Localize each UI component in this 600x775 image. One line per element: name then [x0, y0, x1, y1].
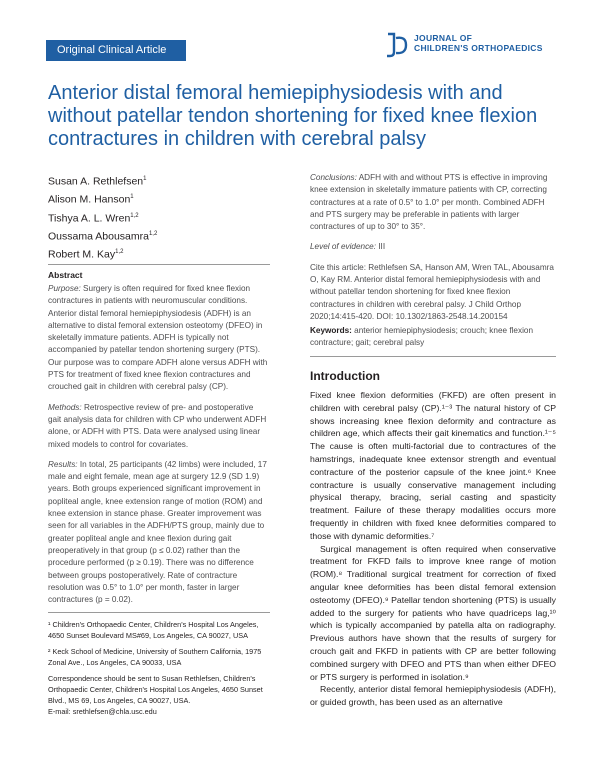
keywords-rule [310, 356, 556, 357]
abstract-conclusions: Conclusions: ADFH with and without PTS is effective in improving knee extension in skeletally immature patients with CP, correcting contractures at a rate of 0.5° to 1.0° per month. Combined ADFH and PTS surgery may be preferable in patients with larger contractures of up to 30° to 35°. [310, 173, 548, 232]
journal-logo [384, 30, 554, 60]
intro-paragraph: Fixed knee flexion deformities (FKFD) are often present in children with cerebral palsy (CP).¹⁻³ The natural history of CP shows increasing knee flexion deformity and contracture as children age, which affects their gait kinematics and function.¹⁻⁵ The cause is often multi-factorial due to contractures of the hamstrings, inadequate knee extensor strength and eventual contracture of the posterior capsule of the knee joint.⁶ Knee contracture is usually conservative management including physical therapy, bracing, serial casting and spasticity treatment. Failure of these therapy modalities occurs more frequently in children with fixed knee deformities compared to those with dynamic deformities.⁷ [310, 390, 556, 541]
abstract-purpose: Purpose: Surgery is often required for fixed knee flexion contractures in patients with neuromuscular conditions. Anterior distal femoral hemiepiphysiodesis (ADFH) is an alternative to distal femoral extension osteotomy (DFEO) in skeletally immature patients. ADFH is typically not accompanied by patellar tendon shortening surgery (PTS). Our purpose was to compare ADFH alone versus ADFH with PTS for treatment of fixed knee flexion contractures and crouched gait in children with cerebral palsy (CP). [48, 284, 268, 392]
citation: Cite this article: Rethlefsen SA, Hanson AM, Wren TAL, Abousamra O, Kay RM. Anterior distal femoral hemiepiphysiodesis with and without patellar tendon shortening for fixed knee flexion contractures in children with cerebral palsy. J Child Orthop 2020;14:415-420. DOI: 10.1302/1863-2548.14.200154 [310, 262, 554, 321]
author: Tishya A. L. Wren$^{1,2}$ [48, 212, 139, 225]
journal-name-line1: JOURNAL OF [414, 33, 473, 43]
introduction-heading: Introduction [310, 369, 380, 383]
intro-paragraph: Recently, anterior distal femoral hemiepiphysiodesis (ADFH), or guided growth, has been used as an alternative [310, 684, 556, 708]
affiliation-item: ¹ Children's Orthopaedic Center, Children's Hospital Los Angeles, 4650 Sunset Boulevard MS#69, Los Angeles, CA 90027, USA [48, 620, 259, 640]
abstract-continued [310, 172, 556, 331]
correspondence: Correspondence should be sent to Susan Rethlefsen, Children's Orthopaedic Center, Children's Hospital Los Angeles, 4650 Sunset Blvd., MS 69, Los Angeles, CA 90027, USA. E-mail: srethlefsen@chla.usc.edu [48, 674, 263, 716]
email: E-mail: srethlefsen@chla.usc.edu [48, 707, 157, 716]
author-list [48, 172, 268, 263]
affiliation-rule [48, 612, 270, 613]
affiliations [48, 619, 270, 722]
article-type-badge: Original Clinical Article [46, 40, 186, 61]
abstract-top-rule [48, 264, 270, 265]
journal-emblem-icon [384, 32, 410, 58]
journal-name-line2: CHILDREN'S ORTHOPAEDICS [414, 43, 543, 53]
author: Susan A. Rethlefsen$^1$ [48, 175, 147, 188]
keywords: Keywords: anterior hemiepiphysiodesis; crouch; knee flexion contracture; gait; cerebral palsy [310, 326, 533, 348]
author: Oussama Abousamra$^{1,2}$ [48, 230, 158, 243]
abstract-heading: Abstract [48, 270, 83, 280]
article-title: Anterior distal femoral hemiepiphysiodesis with and without patellar tendon shortening for fixed knee flexion contractures in children with cerebral palsy [48, 82, 538, 150]
abstract-body [48, 283, 268, 614]
abstract-methods: Methods: Retrospective review of pre- and postoperative gait analysis data for children with CP who underwent ADFH alone, or ADFH with PTS. Data were analysed using linear mixed models to control for covariates. [48, 402, 267, 449]
abstract-results: Results: In total, 25 participants (42 limbs) were included, 17 male and eight female, mean age at surgery 12.9 (SD 1.9) years. Both groups experienced significant improvement in popliteal angle, knee extension range of motion (ROM) and knee extension in stance phase. Greater improvement was seen for all variables in the ADFH/PTS group, mainly due to greater popliteal angle and knee flexion during gait preoperatively in that group (p ≤ 0.02) rather than the procedure performed (p ≥ 0.19). There was no difference between groups postoperatively. Rate of contracture resolution was 0.5° to 1.0° per month, faster in larger contractures (p = 0.02). [48, 459, 267, 605]
affiliation-item: ² Keck School of Medicine, University of Southern California, 1975 Zonal Ave., Los Angeles, CA 90033, USA [48, 647, 262, 667]
intro-paragraph: Surgical management is often required when conservative treatment for FKFD fails to improve knee range of motion (ROM).⁸ Traditional surgical treatment for correction of fixed angular knee deformities has been distal femoral extension osteotomy (DFEO).⁹ Patellar tendon shortening (PTS) is usually added to the surgery for patients who have quadriceps lag,¹⁰ which is typically accompanied by patella alta on radiography. Previous authors have shown that the results of surgery for crouch gait and FKFD in patients with CP are better following combined surgery with DFEO and PTS than when either DFEO or PTS surgery is performed in isolation.⁹ [310, 543, 556, 682]
author: Robert M. Kay$^{1,2}$ [48, 248, 124, 261]
abstract-evidence: Level of evidence: III [310, 242, 386, 252]
author: Alison M. Hanson$^1$ [48, 193, 134, 206]
introduction-body [310, 389, 556, 709]
